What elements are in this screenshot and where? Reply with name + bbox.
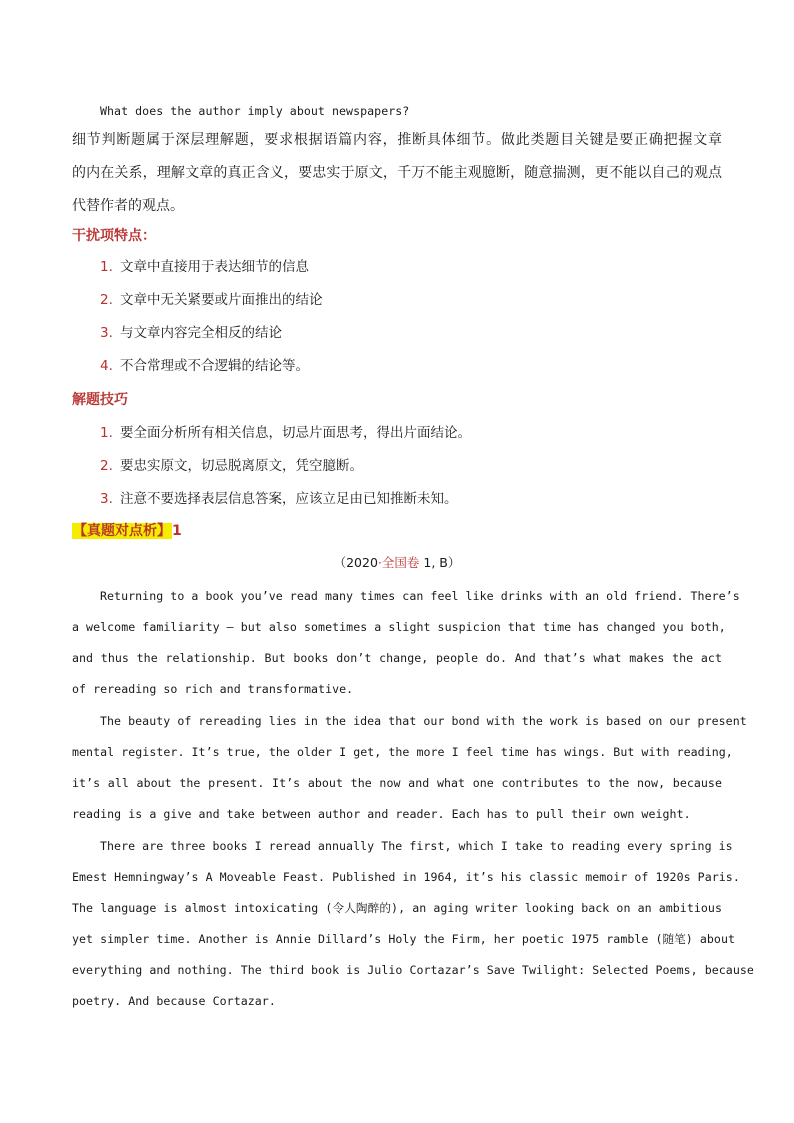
passage-p3-line-6: poetry. And because Cortazar. bbox=[72, 994, 276, 1008]
tips-heading: 解题技巧 bbox=[72, 392, 128, 408]
passage-p1-line-2: a welcome familiarity – but also sometimes a slight suspicion that time has changed you both, bbox=[72, 620, 726, 634]
intro-line-1: 细节判断题属于深层理解题，要求根据语篇内容，推断具体细节。做此类题目关键是要正确把握文章 bbox=[72, 132, 722, 148]
item-text: 文章中无关紧要或片面推出的结论 bbox=[120, 292, 323, 308]
item-number: 2. bbox=[100, 292, 113, 308]
passage-p3-line-3: The language is almost intoxicating (令人陶醉的), an aging writer looking back on an ambitious bbox=[72, 901, 722, 915]
source-open: （2020 bbox=[333, 555, 378, 570]
passage-p3-line-5: everything and nothing. The third book is Julio Cortazar’s Save Twilight: Selected Poems, because bbox=[72, 963, 754, 977]
passage-p1-line-3: and thus the relationship. But books don’t change, people do. And that’s what makes the act bbox=[72, 651, 722, 665]
intro-line-2: 的内在关系，理解文章的真正含义，要忠实于原文，千万不能主观臆断，随意揣测，更不能以自己的观点 bbox=[72, 165, 722, 181]
item-number: 3. bbox=[100, 325, 113, 341]
source-dot: · bbox=[377, 555, 382, 570]
passage-p1-line-1: Returning to a book you’ve read many times can feel like drinks with an old friend. There’s bbox=[100, 589, 740, 603]
source-region: 全国卷 bbox=[381, 555, 420, 570]
question-line: What does the author imply about newspapers? bbox=[100, 104, 410, 118]
item-number: 2. bbox=[100, 458, 113, 474]
tip-item-2 bbox=[100, 456, 363, 476]
item-number: 3. bbox=[100, 491, 113, 507]
passage-p3-line-4: yet simpler time. Another is Annie Dillard’s Holy the Firm, her poetic 1975 ramble (随笔) about bbox=[72, 932, 736, 946]
distractor-item-2 bbox=[100, 290, 323, 310]
passage-p1-line-4: of rereading so rich and transformative. bbox=[72, 682, 354, 696]
distractor-item-1 bbox=[100, 257, 309, 277]
passage-p2-line-3: it’s all about the present. It’s about the now and what one contributes to the now, because bbox=[72, 776, 722, 790]
item-number: 4. bbox=[100, 358, 113, 374]
practice-label-highlight: 【真题对点析】 bbox=[73, 523, 171, 539]
tip-item-1 bbox=[100, 423, 471, 443]
item-text: 不合常理或不合逻辑的结论等。 bbox=[120, 358, 309, 374]
distractor-item-3 bbox=[100, 323, 282, 343]
practice-label bbox=[72, 521, 182, 541]
item-text: 要全面分析所有相关信息，切忌片面思考，得出片面结论。 bbox=[120, 425, 471, 441]
item-text: 文章中直接用于表达细节的信息 bbox=[120, 259, 309, 275]
distractors-heading: 干扰项特点： bbox=[72, 228, 156, 244]
intro-line-3: 代替作者的观点。 bbox=[72, 198, 184, 214]
item-text: 与文章内容完全相反的结论 bbox=[120, 325, 282, 341]
source-line bbox=[0, 553, 794, 573]
tip-item-3 bbox=[100, 489, 458, 509]
passage-p3-line-2: Emest Hemningway’s A Moveable Feast. Published in 1964, it’s his classic memoir of 1920s Paris. bbox=[72, 870, 740, 884]
item-number: 1. bbox=[100, 259, 113, 275]
item-text: 要忠实原文，切忌脱离原文，凭空臆断。 bbox=[120, 458, 363, 474]
passage-p2-line-4: reading is a give and take between author and reader. Each has to pull their own weight. bbox=[72, 807, 691, 821]
item-text: 注意不要选择表层信息答案，应该立足由已知推断未知。 bbox=[120, 491, 458, 507]
source-rest: 1, B） bbox=[419, 555, 461, 570]
distractor-item-4 bbox=[100, 356, 309, 376]
passage-p3-line-1: There are three books I reread annually The first, which I take to reading every spring is bbox=[100, 839, 733, 853]
practice-number: 1 bbox=[172, 523, 182, 539]
item-number: 1. bbox=[100, 425, 113, 441]
passage-p2-line-1: The beauty of rereading lies in the idea that our bond with the work is based on our present bbox=[100, 714, 747, 728]
passage-p2-line-2: mental register. It’s true, the older I get, the more I feel time has wings. But with reading, bbox=[72, 745, 733, 759]
